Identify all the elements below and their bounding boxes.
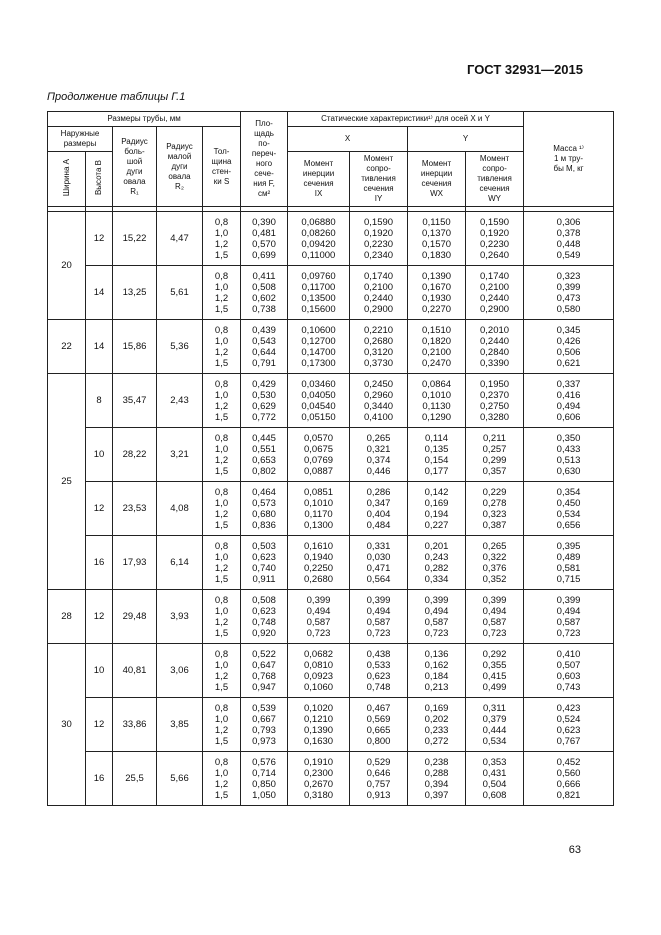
cell-width: 30	[48, 644, 86, 806]
cell-values: 0,265 0,322 0,376 0,352	[466, 536, 524, 590]
cell-values: 0,452 0,560 0,666 0,821	[524, 752, 614, 806]
cell-values: 0,8 1,0 1,2 1,5	[203, 752, 241, 806]
cell-height: 12	[86, 590, 113, 644]
cell-values: 0,522 0,647 0,768 0,947	[241, 644, 288, 698]
h-static: Статические характеристики¹⁾ для осей X и Y	[288, 112, 524, 127]
cell-r1: 35,47	[113, 374, 157, 428]
cell-values: 0,1590 0,1920 0,2230 0,2340	[350, 212, 408, 266]
cell-values: 0,8 1,0 1,2 1,5	[203, 536, 241, 590]
cell-values: 0,1590 0,1920 0,2230 0,2640	[466, 212, 524, 266]
cell-height: 14	[86, 266, 113, 320]
cell-values: 0,399 0,494 0,587 0,723	[466, 590, 524, 644]
cell-values: 0,8 1,0 1,2 1,5	[203, 482, 241, 536]
page-number: 63	[568, 844, 581, 856]
h-y: Y	[408, 127, 524, 152]
cell-values: 0,1610 0,1940 0,2250 0,2680	[288, 536, 350, 590]
table-row	[48, 374, 614, 428]
table-caption: Продолжение таблицы Г.1	[47, 91, 186, 103]
cell-values: 0,0682 0,0810 0,0923 0,1060	[288, 644, 350, 698]
table-row	[48, 212, 614, 266]
cell-r1: 13,25	[113, 266, 157, 320]
cell-values: 0,438 0,533 0,623 0,748	[350, 644, 408, 698]
cell-r2: 4,47	[157, 212, 203, 266]
h-r1: Радиус боль- шой дуги овала R₁	[113, 127, 157, 207]
cell-values: 0,345 0,426 0,506 0,621	[524, 320, 614, 374]
table-row	[48, 590, 614, 644]
cell-height: 10	[86, 644, 113, 698]
cell-values: 0,8 1,0 1,2 1,5	[203, 698, 241, 752]
cell-r1: 29,48	[113, 590, 157, 644]
cell-values: 0,8 1,0 1,2 1,5	[203, 320, 241, 374]
cell-values: 0,201 0,243 0,282 0,334	[408, 536, 466, 590]
cell-values: 0,311 0,379 0,444 0,534	[466, 698, 524, 752]
cell-values: 0,1020 0,1210 0,1390 0,1630	[288, 698, 350, 752]
h-height: Высота B	[94, 159, 103, 196]
cell-width: 25	[48, 374, 86, 590]
cell-values: 0,439 0,543 0,644 0,791	[241, 320, 288, 374]
cell-values: 0,306 0,378 0,448 0,549	[524, 212, 614, 266]
cell-r2: 2,43	[157, 374, 203, 428]
cell-values: 0,8 1,0 1,2 1,5	[203, 590, 241, 644]
cell-r1: 25,5	[113, 752, 157, 806]
cell-values: 0,399 0,494 0,587 0,723	[524, 590, 614, 644]
cell-values: 0,8 1,0 1,2 1,5	[203, 374, 241, 428]
cell-values: 0,06880 0,08260 0,09420 0,11000	[288, 212, 350, 266]
cell-values: 0,211 0,257 0,299 0,357	[466, 428, 524, 482]
cell-values: 0,0864 0,1010 0,1130 0,1290	[408, 374, 466, 428]
cell-values: 0,539 0,667 0,793 0,973	[241, 698, 288, 752]
cell-values: 0,337 0,416 0,494 0,606	[524, 374, 614, 428]
cell-values: 0,2210 0,2680 0,3120 0,3730	[350, 320, 408, 374]
cell-values: 0,508 0,623 0,748 0,920	[241, 590, 288, 644]
h-wall: Тол- щина стен- ки S	[203, 127, 241, 207]
cell-values: 0,354 0,450 0,534 0,656	[524, 482, 614, 536]
cell-r2: 5,66	[157, 752, 203, 806]
cell-values: 0,1950 0,2370 0,2750 0,3280	[466, 374, 524, 428]
cell-values: 0,429 0,530 0,629 0,772	[241, 374, 288, 428]
cell-r2: 3,21	[157, 428, 203, 482]
cell-values: 0,0570 0,0675 0,0769 0,0887	[288, 428, 350, 482]
cell-r1: 17,93	[113, 536, 157, 590]
cell-values: 0,1740 0,2100 0,2440 0,2900	[466, 266, 524, 320]
cell-r1: 23,53	[113, 482, 157, 536]
cell-r2: 3,85	[157, 698, 203, 752]
table-row	[48, 320, 614, 374]
cell-values: 0,1910 0,2300 0,2670 0,3180	[288, 752, 350, 806]
cell-values: 0,169 0,202 0,233 0,272	[408, 698, 466, 752]
cell-r1: 15,22	[113, 212, 157, 266]
cell-height: 14	[86, 320, 113, 374]
cell-values: 0,395 0,489 0,581 0,715	[524, 536, 614, 590]
cell-r2: 6,14	[157, 536, 203, 590]
cell-values: 0,229 0,278 0,323 0,387	[466, 482, 524, 536]
cell-values: 0,399 0,494 0,587 0,723	[408, 590, 466, 644]
cell-values: 0,411 0,508 0,602 0,738	[241, 266, 288, 320]
cell-values: 0,2450 0,2960 0,3440 0,4100	[350, 374, 408, 428]
cell-values: 0,410 0,507 0,603 0,743	[524, 644, 614, 698]
cell-values: 0,1390 0,1670 0,1930 0,2270	[408, 266, 466, 320]
cell-values: 0,8 1,0 1,2 1,5	[203, 266, 241, 320]
cell-values: 0,323 0,399 0,473 0,580	[524, 266, 614, 320]
h-wx: Момент инерции сечения WX	[408, 152, 466, 207]
cell-values: 0,529 0,646 0,757 0,913	[350, 752, 408, 806]
cell-height: 12	[86, 482, 113, 536]
cell-values: 0,2010 0,2440 0,2840 0,3390	[466, 320, 524, 374]
cell-values: 0,331 0,030 0,471 0,564	[350, 536, 408, 590]
cell-r2: 3,06	[157, 644, 203, 698]
cell-r2: 5,36	[157, 320, 203, 374]
cell-height: 16	[86, 536, 113, 590]
h-width: Ширина A	[61, 158, 71, 197]
cell-values: 0,136 0,162 0,184 0,213	[408, 644, 466, 698]
cell-values: 0,353 0,431 0,504 0,608	[466, 752, 524, 806]
cell-values: 0,399 0,494 0,587 0,723	[350, 590, 408, 644]
h-area: Пло- щадь по- переч- ного сече- ния F, см²	[241, 112, 288, 207]
cell-values: 0,1510 0,1820 0,2100 0,2470	[408, 320, 466, 374]
h-x: X	[288, 127, 408, 152]
table-row	[48, 266, 614, 320]
cell-r2: 3,93	[157, 590, 203, 644]
h-outer: Наружные размеры	[48, 127, 113, 152]
cell-height: 12	[86, 212, 113, 266]
cell-values: 0,09760 0,11700 0,13500 0,15600	[288, 266, 350, 320]
cell-values: 0,390 0,481 0,570 0,699	[241, 212, 288, 266]
cell-values: 0,03460 0,04050 0,04540 0,05150	[288, 374, 350, 428]
cell-height: 10	[86, 428, 113, 482]
cell-values: 0,292 0,355 0,415 0,499	[466, 644, 524, 698]
data-table	[47, 111, 614, 806]
cell-r1: 40,81	[113, 644, 157, 698]
h-mass: Масса ¹⁾ 1 м тру- бы M, кг	[524, 112, 614, 207]
cell-values: 0,8 1,0 1,2 1,5	[203, 212, 241, 266]
cell-values: 0,1740 0,2100 0,2440 0,2900	[350, 266, 408, 320]
h-wy: Момент сопро- тивления сечения WY	[466, 152, 524, 207]
table-row	[48, 752, 614, 806]
cell-values: 0,445 0,551 0,653 0,802	[241, 428, 288, 482]
cell-values: 0,114 0,135 0,154 0,177	[408, 428, 466, 482]
cell-r1: 33,86	[113, 698, 157, 752]
table-row	[48, 536, 614, 590]
cell-values: 0,464 0,573 0,680 0,836	[241, 482, 288, 536]
table-row	[48, 428, 614, 482]
cell-values: 0,265 0,321 0,374 0,446	[350, 428, 408, 482]
cell-width: 20	[48, 212, 86, 320]
cell-values: 0,503 0,623 0,740 0,911	[241, 536, 288, 590]
cell-r2: 4,08	[157, 482, 203, 536]
h-ix: Момент инерции сечения IX	[288, 152, 350, 207]
table-row	[48, 482, 614, 536]
cell-width: 22	[48, 320, 86, 374]
h-r2: Радиус малой дуги овала R₂	[157, 127, 203, 207]
cell-values: 0,467 0,569 0,665 0,800	[350, 698, 408, 752]
cell-r2: 5,61	[157, 266, 203, 320]
cell-values: 0,350 0,433 0,513 0,630	[524, 428, 614, 482]
cell-values: 0,238 0,288 0,394 0,397	[408, 752, 466, 806]
cell-values: 0,423 0,524 0,623 0,767	[524, 698, 614, 752]
cell-values: 0,286 0,347 0,404 0,484	[350, 482, 408, 536]
cell-values: 0,142 0,169 0,194 0,227	[408, 482, 466, 536]
cell-width: 28	[48, 590, 86, 644]
cell-height: 16	[86, 752, 113, 806]
h-iy: Момент сопро- тивления сечения IY	[350, 152, 408, 207]
cell-values: 0,399 0,494 0,587 0,723	[288, 590, 350, 644]
cell-height: 12	[86, 698, 113, 752]
cell-r1: 15,86	[113, 320, 157, 374]
table-row	[48, 698, 614, 752]
cell-values: 0,1150 0,1370 0,1570 0,1830	[408, 212, 466, 266]
cell-values: 0,10600 0,12700 0,14700 0,17300	[288, 320, 350, 374]
cell-values: 0,8 1,0 1,2 1,5	[203, 428, 241, 482]
standard-code: ГОСТ 32931—2015	[467, 62, 583, 77]
table-row	[48, 644, 614, 698]
cell-values: 0,0851 0,1010 0,1170 0,1300	[288, 482, 350, 536]
cell-values: 0,576 0,714 0,850 1,050	[241, 752, 288, 806]
cell-values: 0,8 1,0 1,2 1,5	[203, 644, 241, 698]
h-tube: Размеры трубы, мм	[48, 112, 241, 127]
cell-height: 8	[86, 374, 113, 428]
cell-r1: 28,22	[113, 428, 157, 482]
